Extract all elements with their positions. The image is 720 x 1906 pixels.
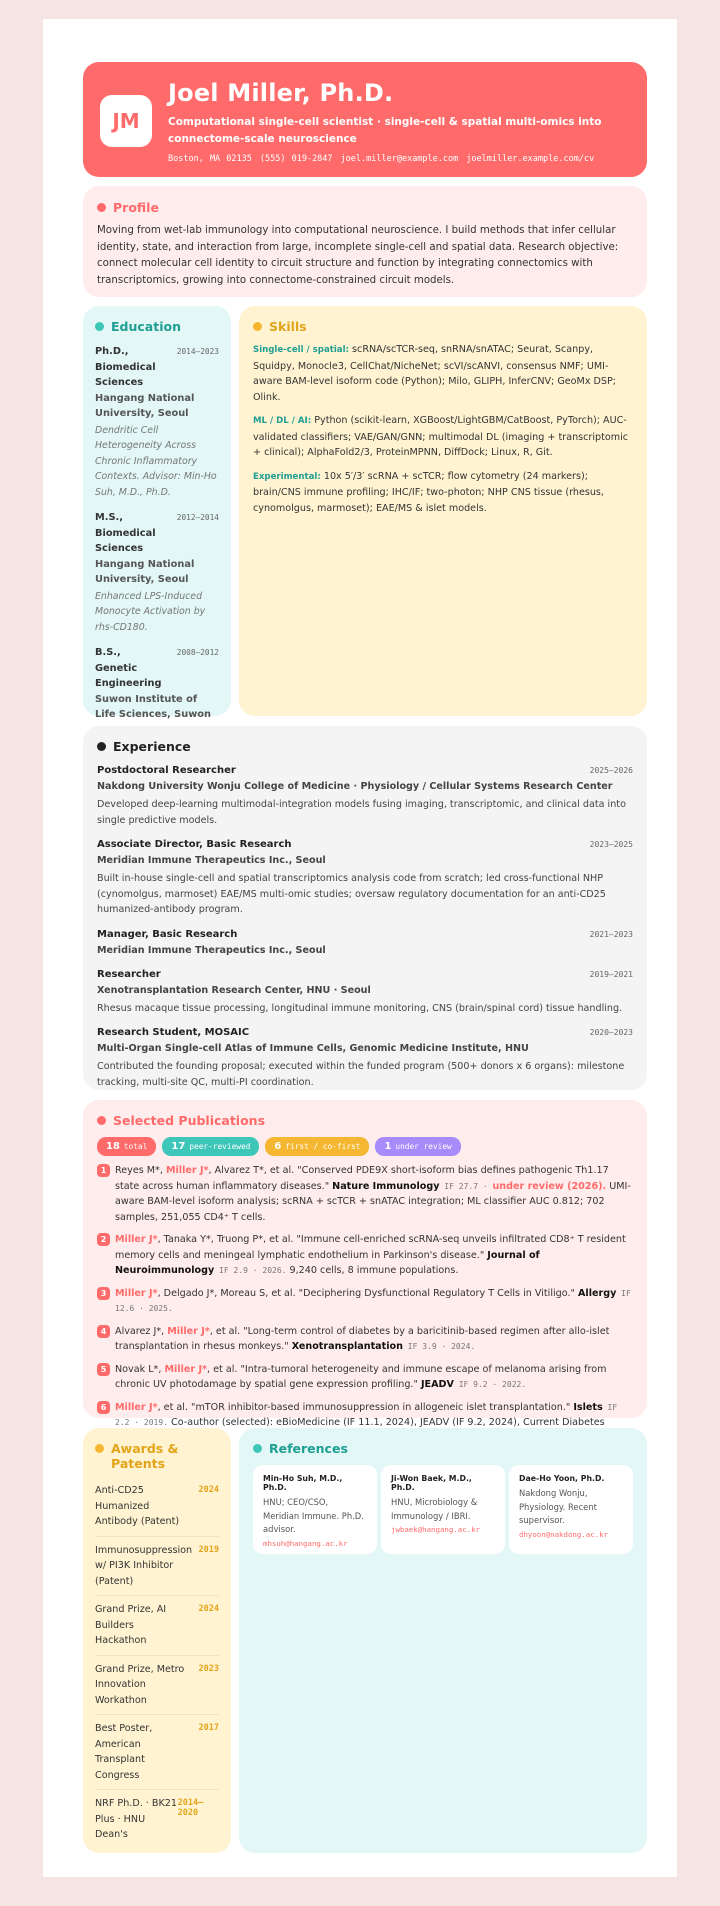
job-organization: Multi-Organ Single-cell Atlas of Immune Cells, Genomic Medicine Institute, HNU (97, 1043, 529, 1054)
job-title: Postdoctoral Researcher (97, 765, 236, 776)
education-row (95, 645, 219, 692)
job-years: 2019–2021 (589, 969, 633, 979)
authors-before: Alvarez J*, (115, 1325, 168, 1337)
journal-name: Xenotransplantation (291, 1341, 403, 1352)
job-title: Research Student, MOSAIC (97, 1027, 250, 1038)
publication-item (97, 1286, 633, 1317)
job-years: 2020–2023 (589, 1028, 633, 1037)
school: Suwon Institute of Life Sciences, Suwon (95, 693, 211, 720)
impact-factor: IF 12.6 · 2025. (115, 1288, 631, 1313)
job-years: 2025–2026 (589, 766, 633, 775)
publications-heading (97, 1113, 633, 1128)
publication-item (97, 1324, 633, 1355)
journal-name: Nature Immunology (332, 1180, 440, 1192)
education-years: 2008–2012 (176, 648, 219, 657)
publication-stats (97, 1137, 633, 1156)
skill-value: scRNA/scTCR-seq, snRNA/snATAC; Seurat, Scanpy, Squidpy, Monocle3, CellChat/NicheNet; scVI/scANVI, consensus NMF; UMI-aware BAM-level isoform code (Python); Milo, GLIPH, InferCNV; GeoMx DSP; Olink. (253, 344, 617, 403)
citation-body: , Delgado J*, Moreau S, et al. "Deciphering Dysfunctional Regulatory T Cells in Vitiligo." (157, 1287, 578, 1299)
job-description: Contributed the founding proposal; executed within the funded program (500+ donors x 6 organs): milestone tracking, multi-site QC, multi-PI coordination. (97, 1061, 625, 1088)
publication-notes: 9,240 cells, 8 immune populations. (286, 1265, 459, 1276)
publication-number: 5 (97, 1363, 110, 1376)
publication-item (97, 1163, 633, 1225)
education-row (95, 344, 219, 391)
stat-pill (265, 1137, 369, 1156)
skill-key: Single-cell / spatial: (253, 345, 349, 355)
bullet-dot-icon (97, 203, 106, 212)
impact-factor: IF 2.2 · 2019. (115, 1402, 618, 1427)
award-item (95, 1715, 219, 1790)
profile-heading (97, 200, 633, 215)
reference-email[interactable]: jwbaek@hangang.ac.kr (391, 1525, 480, 1534)
resume-page (43, 19, 677, 1877)
reference-card (381, 1465, 505, 1554)
publication-item (97, 1362, 633, 1393)
publication-number: 2 (97, 1233, 110, 1246)
publication-text (115, 1163, 633, 1225)
initials-logo: JM (100, 95, 152, 147)
award-name: NRF Ph.D. · BK21 Plus · HNU Dean's (95, 1798, 177, 1840)
reference-info: HNU; CEO/CSO, Meridian Immune. Ph.D. advisor. (263, 1497, 364, 1534)
contact-line (168, 154, 633, 164)
location: Boston, MA 02135 (168, 154, 252, 164)
award-item (95, 1596, 219, 1656)
stat-label: first / co-first (285, 1142, 361, 1151)
award-year: 2023 (198, 1663, 219, 1674)
references-heading (253, 1441, 633, 1456)
school: Hangang National University, Seoul (95, 558, 195, 585)
skill-value: Python (scikit-learn, XGBoost/LightGBM/CatBoost, PyTorch); AUC-validated classifiers; VAE/GAN/GNN; multimodal DL (imaging + transcriptomic + clinical); AlphaFold2/3, ProteinMPNN, DiffDock; Linux, R, Git. (253, 415, 629, 458)
citation-body: , et al. "Long-term control of diabetes by a baricitinib-based regimen after allo-islet transplantation in rhesus monkeys." (115, 1325, 610, 1352)
review-status: under review (2026). (492, 1180, 607, 1192)
award-name: Best Poster, American Transplant Congress (95, 1723, 153, 1781)
profile-title: Profile (113, 200, 159, 215)
candidate-name: Joel Miller, Ph.D. (168, 79, 394, 107)
bullet-dot-icon (97, 1116, 106, 1125)
impact-factor: IF 9.2 · 2022. (453, 1380, 527, 1389)
email-link[interactable]: joel.miller@example.com (340, 154, 459, 164)
references-title: References (269, 1441, 348, 1456)
reference-info: Nakdong Wonju, Physiology. Recent supervisor. (519, 1488, 597, 1525)
publications-section (83, 1100, 647, 1428)
job-entry (97, 1025, 633, 1090)
education-heading (95, 319, 219, 334)
journal-name: Islets (573, 1401, 603, 1413)
bullet-dot-icon (253, 1444, 262, 1453)
skill-group (253, 342, 633, 405)
self-author: Miller J* (115, 1287, 158, 1299)
awards-section (83, 1428, 231, 1853)
job-entry (97, 967, 633, 1017)
stat-label: under review (395, 1142, 452, 1151)
award-item (95, 1656, 219, 1716)
skill-key: ML / DL / AI: (253, 416, 312, 426)
award-name: Grand Prize, AI Builders Hackathon (95, 1604, 167, 1646)
self-author: Miller J* (167, 1325, 210, 1337)
stat-count: 18 (106, 1141, 120, 1152)
thesis: Enhanced LPS-Induced Monocyte Activation by rhs-CD180. (95, 590, 206, 633)
skill-group (253, 469, 633, 517)
citation-body: , Alvarez T*, et al. "Conserved PDE9X short-isoform bias defines pathogenic Th1.17 state across human inflammatory diseases." (115, 1165, 609, 1192)
reference-name: Dae-Ho Yoon, Ph.D. (519, 1474, 605, 1483)
award-name: Anti-CD25 Humanized Antibody (Patent) (95, 1485, 180, 1527)
references-section (239, 1428, 647, 1853)
phone: (555) 019-2847 (259, 154, 333, 164)
bullet-dot-icon (95, 322, 104, 331)
job-row (97, 1025, 633, 1041)
profile-text: Moving from wet-lab immunology into computational neuroscience. I build methods that infer cellular identity, state, and interaction from large, incomplete single-cell and spatial data. Research objective: connect molecular cell identity to circuit structure and function by integrating connectomics with transcriptomics, growing into connectome-constrained circuit models. (97, 225, 619, 286)
job-row (97, 837, 633, 853)
stat-count: 6 (274, 1141, 282, 1152)
school: Hangang National University, Seoul (95, 392, 195, 419)
header-banner (83, 62, 647, 177)
impact-factor: IF 2.9 · 2026. (214, 1266, 287, 1275)
skills-section (239, 306, 647, 716)
profile-section (83, 186, 647, 297)
degree: M.S., Biomedical Sciences (95, 512, 156, 554)
education-item (95, 645, 219, 723)
award-item (95, 1537, 219, 1597)
thesis: Dendritic Cell Heterogeneity Across Chronic Inflammatory Contexts. Advisor: Min-Ho Suh, M.D., Ph.D. (95, 424, 217, 498)
publication-text (115, 1286, 633, 1317)
stat-count: 1 (384, 1141, 392, 1152)
stat-pill (162, 1137, 259, 1156)
journal-name: Allergy (577, 1287, 617, 1299)
publication-item (97, 1232, 633, 1279)
award-item (95, 1790, 219, 1849)
publication-number: 6 (97, 1401, 110, 1414)
job-organization: Meridian Immune Therapeutics Inc., Seoul (97, 944, 326, 956)
skills-heading (253, 319, 633, 334)
reference-card (509, 1465, 633, 1554)
journal-name: Journal of Neuroimmunology (115, 1249, 540, 1276)
job-organization: Xenotransplantation Research Center, HNU · Seoul (97, 984, 371, 996)
experience-title: Experience (113, 739, 191, 754)
education-title: Education (111, 319, 181, 334)
skill-group (253, 413, 633, 461)
award-name: Immunosuppression w/ PI3K Inhibitor (Patent) (95, 1544, 193, 1587)
self-author: Miller J* (165, 1165, 209, 1176)
job-description: Built in-house single-cell and spatial transcriptomics analysis code from scratch; led cross-functional NHP (cynomolgus, marmoset) EAE/MS multi-omic studies; oversaw regulatory documentation for an anti-CD25 humanized-antibody program. (97, 873, 606, 915)
job-row (97, 927, 633, 943)
award-year: 2017 (198, 1723, 219, 1733)
job-description: Developed deep-learning multimodal-integration models fusing imaging, transcriptomic, and clinical data into single predictive models. (97, 799, 626, 826)
stat-count: 17 (171, 1141, 186, 1152)
education-item (95, 344, 219, 500)
experience-section (83, 726, 647, 1090)
education-row (95, 510, 219, 557)
skills-title: Skills (269, 319, 307, 334)
publications-title: Selected Publications (113, 1113, 266, 1128)
award-year: 2014–2020 (177, 1798, 204, 1818)
journal-name: JEADV (420, 1379, 454, 1390)
job-title: Manager, Basic Research (97, 928, 238, 940)
award-year: 2024 (198, 1485, 219, 1495)
publication-text (115, 1232, 633, 1279)
publication-text (115, 1362, 633, 1393)
job-description: Rhesus macaque tissue processing, longitudinal immune monitoring, CNS (brain/spinal cord) tissue handling. (97, 1002, 623, 1014)
self-author: Miller J* (115, 1234, 158, 1245)
awards-title: Awards & Patents (111, 1441, 179, 1471)
authors-before: Reyes M*, (115, 1165, 166, 1176)
publication-number: 3 (97, 1287, 110, 1300)
job-row (97, 763, 633, 779)
award-item (95, 1477, 219, 1537)
reference-email[interactable]: mhsuh@hangang.ac.kr (263, 1538, 348, 1548)
publication-number: 1 (97, 1164, 110, 1177)
degree: B.S., Genetic Engineering (95, 647, 162, 689)
job-title: Associate Director, Basic Research (97, 839, 292, 850)
job-title: Researcher (97, 968, 161, 980)
stat-pill (97, 1137, 156, 1156)
education-years: 2012–2014 (176, 513, 219, 522)
education-item (95, 510, 219, 635)
citation-body: , Tanaka Y*, Truong P*, et al. "Immune cell-enriched scRNA-seq unveils infiltrated CD8⁺ T resident memory cells and meningeal lymphatic endothelium in Parkinson's disease." (115, 1234, 626, 1261)
awards-heading (95, 1441, 219, 1471)
job-years: 2023–2025 (589, 840, 633, 849)
stat-label: total (123, 1142, 148, 1151)
publication-number: 4 (97, 1325, 110, 1338)
website-link[interactable]: joelmiller.example.com/cv (466, 154, 595, 164)
reference-card (253, 1465, 377, 1554)
education-years: 2014–2023 (176, 347, 219, 356)
impact-factor: IF 3.9 · 2024. (402, 1342, 476, 1351)
stat-label: peer-reviewed (189, 1142, 251, 1151)
award-year: 2024 (198, 1604, 219, 1614)
reference-email[interactable]: dhyoon@nakdong.ac.kr (519, 1529, 608, 1539)
job-row (97, 967, 633, 983)
job-entry (97, 837, 633, 918)
citation-body: , et al. "mTOR inhibitor-based immunosuppression in allogeneic islet transplantation." (157, 1401, 574, 1413)
award-year: 2019 (198, 1544, 219, 1555)
award-name: Grand Prize, Metro Innovation Workathon (95, 1663, 185, 1706)
impact-factor: IF 27.7 · (439, 1181, 493, 1191)
publication-notes: Co-author (selected): eBioMedicine (IF 11.1, 2024), JEADV (IF 9.2, 2024), Current Diabetes (171, 1417, 605, 1428)
authors-before: Novak L*, (115, 1363, 165, 1375)
publication-text (115, 1324, 633, 1355)
skill-value: 10x 5′/3′ scRNA + scTCR; flow cytometry (24 markers); brain/CNS immune profiling; IHC/IF; two-photon; NHP CNS tissue (rhesus, cynomolgus, marmoset); EAE/MS & islet models. (253, 470, 604, 514)
publication-notes: UMI-aware BAM-level isoform analysis; scRNA + scTCR + snATAC integration; ML classifier AUC 0.812; 702 samples, 251,055 CD4⁺ T cells. (115, 1180, 631, 1223)
education-section (83, 306, 231, 720)
experience-heading (97, 739, 633, 754)
job-entry (97, 763, 633, 828)
job-entry (97, 927, 633, 958)
self-author: Miller J* (115, 1401, 158, 1413)
degree: Ph.D., Biomedical Sciences (95, 346, 156, 388)
reference-name: Ji-Won Baek, M.D., Ph.D. (391, 1474, 472, 1492)
job-years: 2021–2023 (589, 929, 633, 939)
skill-key: Experimental: (253, 471, 321, 482)
job-organization: Nakdong University Wonju College of Medicine · Physiology / Cellular Systems Research Center (97, 781, 613, 792)
reference-info: HNU, Microbiology & Immunology / IBRI. (391, 1497, 478, 1521)
self-author: Miller J* (164, 1363, 208, 1375)
reference-name: Min-Ho Suh, M.D., Ph.D. (263, 1474, 343, 1492)
stat-pill (375, 1137, 460, 1156)
bullet-dot-icon (253, 322, 262, 331)
citation-body: , et al. "Intra-tumoral heterogeneity and immune escape of melanoma arising from chronic UV photodamage by spatial gene expression profiling." (115, 1363, 607, 1390)
tagline: Computational single-cell scientist · single-cell & spatial multi-omics into connectome-scale neuroscience (168, 116, 602, 145)
bullet-dot-icon (95, 1444, 104, 1453)
job-organization: Meridian Immune Therapeutics Inc., Seoul (97, 855, 326, 866)
bullet-dot-icon (97, 742, 106, 751)
